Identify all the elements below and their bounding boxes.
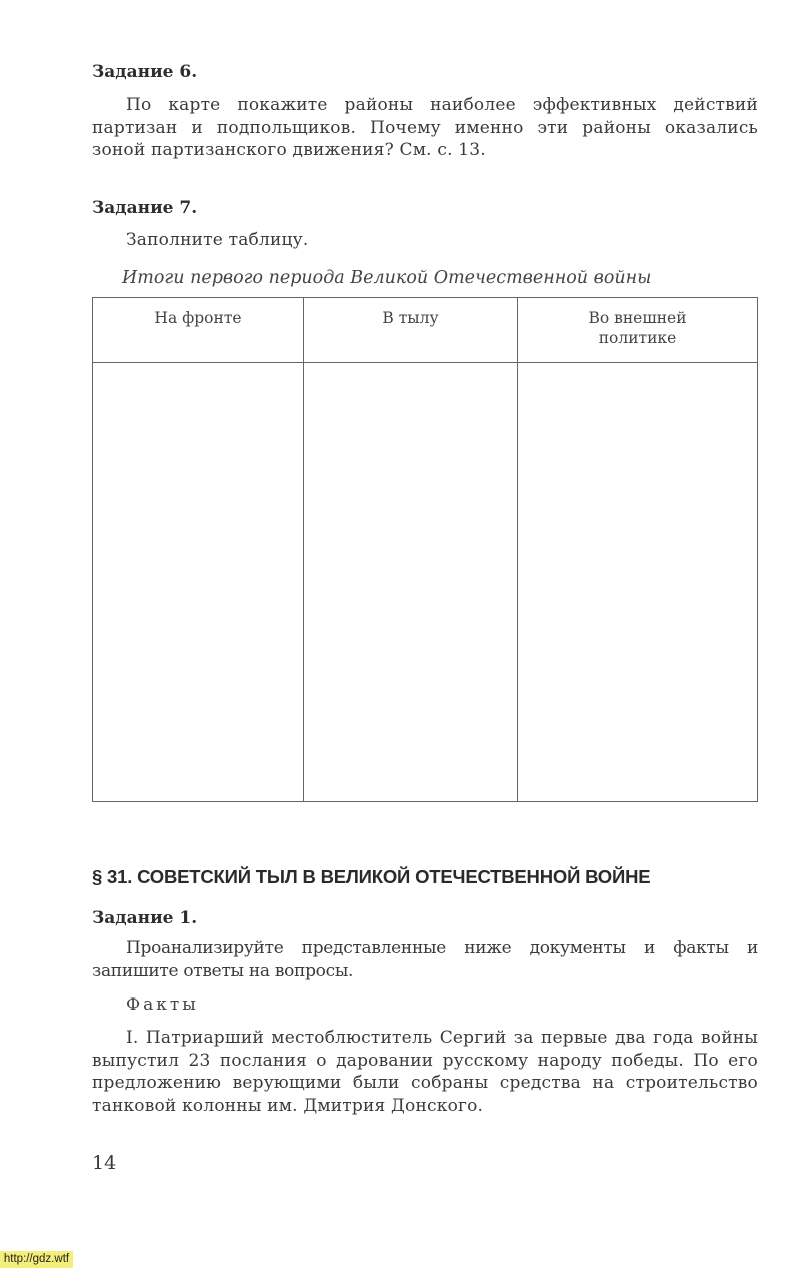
section-title: § 31. СОВЕТСКИЙ ТЫЛ В ВЕЛИКОЙ ОТЕЧЕСТВЕННОЙ ВОЙНЕ: [92, 866, 651, 887]
results-table: [92, 297, 758, 802]
task6-title: Задание 6.: [92, 62, 198, 82]
table-caption: Итоги первого периода Великой Отечественной войны: [122, 268, 652, 288]
column-header-rear: В тылу: [304, 298, 518, 363]
watermark-link[interactable]: http://gdz.wtf: [0, 1251, 73, 1268]
column-header-foreign-policy: Во внешней политике: [518, 298, 758, 363]
task7-instruction: Заполните таблицу.: [126, 230, 309, 250]
task1-title: Задание 1.: [92, 908, 198, 928]
fact-1: I. Патриарший местоблюститель Сергий за первые два года войны выпустил 23 послания о даровании русскому народу победы. По его предложению верующими были собраны средства на строительство танковой колонны им. Дмитрия Донского.: [92, 1028, 758, 1116]
task6-text: По карте покажите районы наиболее эффективных действий партизан и подпольщиков. Почему именно эти районы оказались зоной партизанского движения? См. с. 13.: [92, 95, 758, 160]
table-row: [93, 363, 758, 802]
page-number: 14: [92, 1152, 117, 1174]
answer-cell-foreign-policy[interactable]: [518, 363, 758, 802]
table-header-row: [93, 298, 758, 363]
task7-title: Задание 7.: [92, 198, 198, 218]
facts-heading: Факты: [126, 995, 199, 1015]
answer-cell-rear[interactable]: [304, 363, 518, 802]
task1-text: Проанализируйте представленные ниже документы и факты и запишите ответы на вопросы.: [92, 938, 758, 981]
answer-cell-front[interactable]: [93, 363, 304, 802]
column-header-front: На фронте: [93, 298, 304, 363]
